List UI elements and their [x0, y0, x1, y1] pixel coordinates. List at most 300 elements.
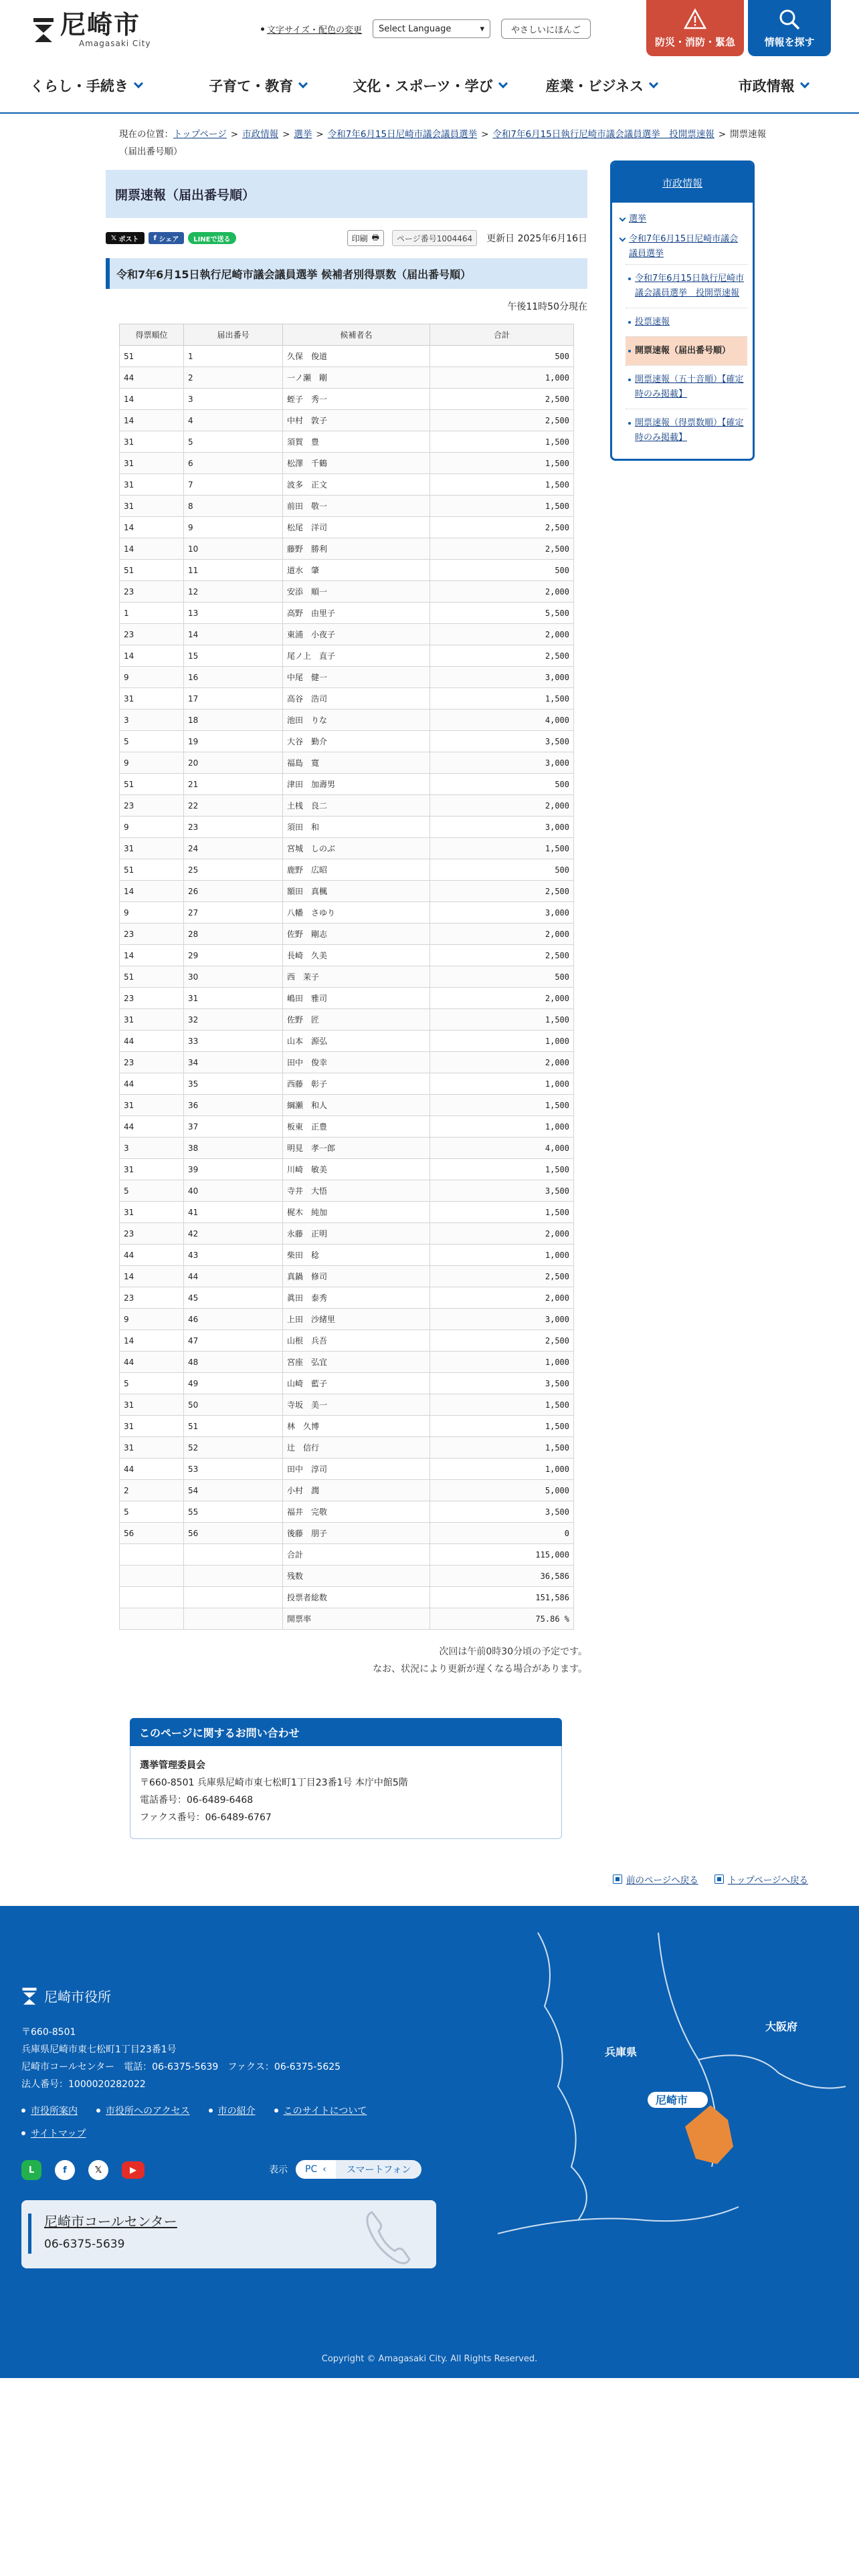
x-icon[interactable]: 𝕏 — [88, 2160, 108, 2180]
update-note: 次回は午前0時30分頃の予定です。 なお、状況により更新が遅くなる場合があります。 — [373, 1646, 587, 1675]
chevron-down-icon — [134, 79, 143, 88]
rank-cell: 23 — [120, 795, 184, 817]
summary-value: 115,000 — [430, 1544, 574, 1566]
number-cell: 22 — [184, 795, 283, 817]
number-cell: 6 — [184, 453, 283, 474]
main-content — [106, 160, 587, 1839]
number-cell: 19 — [184, 731, 283, 752]
candidate-name-cell: 松尾 洋司 — [283, 517, 430, 538]
votes-cell: 1,500 — [430, 1394, 574, 1416]
votes-cell: 1,500 — [430, 1202, 574, 1223]
candidate-name-cell: 真鍋 修司 — [283, 1266, 430, 1287]
table-row — [120, 367, 574, 389]
table-row — [120, 1009, 574, 1031]
rank-cell: 51 — [120, 859, 184, 881]
column-header: 得票順位 — [120, 324, 184, 346]
back-link[interactable]: 前のページへ戻る — [613, 1872, 698, 1886]
site-footer — [0, 1906, 859, 2378]
side-nav-item[interactable]: 選挙 — [617, 209, 747, 229]
summary-label: 合計 — [283, 1544, 430, 1566]
warning-icon — [684, 8, 706, 31]
table-row — [120, 988, 574, 1009]
table-row — [120, 1330, 574, 1352]
candidate-name-cell: 田中 淳司 — [283, 1459, 430, 1480]
rank-cell: 44 — [120, 1459, 184, 1480]
number-cell: 44 — [184, 1266, 283, 1287]
number-cell: 30 — [184, 966, 283, 988]
candidate-name-cell: 上田 沙緒里 — [283, 1309, 430, 1330]
summary-value: 151,586 — [430, 1587, 574, 1608]
table-row — [120, 346, 574, 367]
map-label-osaka: 大阪府 — [765, 2020, 798, 2033]
table-row — [120, 1394, 574, 1416]
number-cell: 38 — [184, 1138, 283, 1159]
votes-cell: 1,500 — [430, 474, 574, 496]
number-cell: 14 — [184, 624, 283, 645]
rank-cell: 14 — [120, 538, 184, 560]
table-row — [120, 453, 574, 474]
rank-cell: 31 — [120, 838, 184, 859]
gnav-item-childcare[interactable]: 子育て・教育 — [172, 59, 344, 112]
votes-cell: 2,000 — [430, 795, 574, 817]
breadcrumb-link[interactable]: 令和7年6月15日執行尼崎市議会議員選挙 投開票速報 — [492, 129, 714, 140]
chevron-down-icon — [298, 79, 308, 88]
breadcrumb-link[interactable]: 令和7年6月15日尼崎市議会議員選挙 — [327, 129, 478, 140]
rank-cell: 5 — [120, 1373, 184, 1394]
rank-cell: 51 — [120, 560, 184, 581]
bullet-icon — [628, 379, 631, 381]
votes-cell: 500 — [430, 966, 574, 988]
number-cell: 13 — [184, 603, 283, 624]
home-icon — [714, 1874, 724, 1884]
city-emblem-icon — [21, 1987, 37, 2006]
candidate-name-cell: 藤野 勝利 — [283, 538, 430, 560]
table-row — [120, 1373, 574, 1394]
gnav-item-business[interactable]: 産業・ビジネス — [515, 59, 687, 112]
number-cell: 25 — [184, 859, 283, 881]
rank-cell: 51 — [120, 346, 184, 367]
callcenter-box[interactable] — [21, 2200, 436, 2268]
number-cell: 37 — [184, 1116, 283, 1138]
table-row — [120, 752, 574, 774]
candidate-name-cell: 鹿野 広昭 — [283, 859, 430, 881]
number-cell: 4 — [184, 410, 283, 431]
votes-cell: 2,500 — [430, 389, 574, 410]
votes-cell: 1,500 — [430, 688, 574, 710]
votes-cell: 2,500 — [430, 517, 574, 538]
table-row — [120, 795, 574, 817]
footer-link[interactable]: 市役所案内 — [21, 2104, 78, 2117]
side-nav-item[interactable]: 開票速報（得票数順）【確定時のみ掲載】 — [626, 409, 747, 452]
number-cell: 12 — [184, 581, 283, 603]
number-cell: 23 — [184, 817, 283, 838]
rank-cell: 14 — [120, 945, 184, 966]
candidate-name-cell: 佐野 匠 — [283, 1009, 430, 1031]
breadcrumb-link[interactable]: 市政情報 — [242, 129, 279, 140]
rank-cell: 44 — [120, 1116, 184, 1138]
rank-cell: 9 — [120, 817, 184, 838]
contact-tel: 電話番号：06-6489-6468 — [140, 1795, 254, 1806]
summary-value: 36,586 — [430, 1566, 574, 1587]
rank-cell: 14 — [120, 881, 184, 902]
table-row — [120, 945, 574, 966]
number-cell: 49 — [184, 1373, 283, 1394]
rank-cell: 14 — [120, 1330, 184, 1352]
chevron-down-icon — [649, 79, 658, 88]
candidate-name-cell: 梶木 純加 — [283, 1202, 430, 1223]
column-header: 合計 — [430, 324, 574, 346]
candidate-name-cell: 宮城 しのぶ — [283, 838, 430, 859]
candidate-name-cell: 佐野 剛志 — [283, 924, 430, 945]
table-row — [120, 496, 574, 517]
candidate-name-cell: 山崎 藍子 — [283, 1373, 430, 1394]
table-row — [120, 1266, 574, 1287]
rank-cell: 44 — [120, 1031, 184, 1052]
gnav-item-culture[interactable]: 文化・スポーツ・学び — [344, 59, 516, 112]
share-line-button[interactable]: LINEで送る — [188, 232, 235, 244]
candidate-name-cell: 山本 源弘 — [283, 1031, 430, 1052]
footer-link[interactable]: サイトマップ — [21, 2127, 86, 2140]
footer-links — [21, 2104, 423, 2140]
candidate-name-cell: 西 茉子 — [283, 966, 430, 988]
number-cell: 28 — [184, 924, 283, 945]
votes-cell: 2,500 — [430, 538, 574, 560]
number-cell: 17 — [184, 688, 283, 710]
candidate-name-cell: 東浦 小夜子 — [283, 624, 430, 645]
table-row — [120, 1202, 574, 1223]
candidate-name-cell: 板東 正豊 — [283, 1116, 430, 1138]
phone-icon — [363, 2206, 416, 2266]
votes-cell: 3,500 — [430, 731, 574, 752]
footer-link[interactable]: 市役所へのアクセス — [96, 2104, 190, 2117]
table-row — [120, 1138, 574, 1159]
side-nav-item: 開票速報（届出番号順） — [626, 336, 747, 365]
page-number: ページ番号1004464 — [392, 230, 477, 246]
rank-cell: 31 — [120, 431, 184, 453]
table-row — [120, 1352, 574, 1373]
rank-cell: 5 — [120, 1501, 184, 1523]
bullet-icon — [261, 27, 264, 31]
rank-cell: 9 — [120, 752, 184, 774]
candidate-name-cell: 永藤 正明 — [283, 1223, 430, 1245]
rank-cell: 5 — [120, 1180, 184, 1202]
side-nav-item[interactable]: 開票速報（五十音順）【確定時のみ掲載】 — [626, 365, 747, 409]
table-row — [120, 1223, 574, 1245]
site-header — [0, 0, 859, 59]
table-row — [120, 731, 574, 752]
breadcrumb-link[interactable]: トップページ — [173, 129, 227, 140]
breadcrumb-link[interactable]: 選挙 — [294, 129, 312, 140]
candidate-name-cell: 波多 正文 — [283, 474, 430, 496]
candidate-name-cell: 土桟 良二 — [283, 795, 430, 817]
candidate-name-cell: 山根 兵吾 — [283, 1330, 430, 1352]
table-row — [120, 1031, 574, 1052]
votes-cell: 2,000 — [430, 624, 574, 645]
callcenter-title[interactable]: 尼崎市コールセンター — [44, 2214, 177, 2230]
rank-cell: 31 — [120, 688, 184, 710]
time-note: 午後11時50分現在 — [507, 302, 587, 312]
number-cell: 32 — [184, 1009, 283, 1031]
number-cell: 27 — [184, 902, 283, 924]
contact-heading: このページに関するお問い合わせ — [130, 1718, 562, 1746]
chevron-down-icon — [498, 79, 508, 88]
table-row — [120, 966, 574, 988]
rank-cell: 31 — [120, 1095, 184, 1116]
table-row — [120, 1052, 574, 1073]
table-row — [120, 1309, 574, 1330]
rank-cell: 51 — [120, 966, 184, 988]
number-cell: 45 — [184, 1287, 283, 1309]
candidate-name-cell: 松澤 千鶴 — [283, 453, 430, 474]
votes-cell: 1,500 — [430, 431, 574, 453]
page-nav — [613, 1872, 808, 1886]
votes-cell: 4,000 — [430, 710, 574, 731]
rank-cell: 23 — [120, 988, 184, 1009]
candidate-name-cell: 高谷 浩司 — [283, 688, 430, 710]
results-body — [120, 346, 574, 1630]
number-cell: 2 — [184, 367, 283, 389]
top-link[interactable]: トップページへ戻る — [714, 1872, 808, 1886]
rank-cell: 44 — [120, 1073, 184, 1095]
summary-label: 投票者総数 — [283, 1587, 430, 1608]
facebook-icon[interactable]: f — [55, 2160, 75, 2180]
rank-cell: 23 — [120, 1287, 184, 1309]
number-cell: 42 — [184, 1223, 283, 1245]
votes-cell: 3,500 — [430, 1180, 574, 1202]
rank-cell: 14 — [120, 645, 184, 667]
footer-logo: 尼崎市役所 — [21, 1986, 111, 2006]
candidate-name-cell: 眞田 泰秀 — [283, 1287, 430, 1309]
table-row — [120, 859, 574, 881]
page-title: 開票速報（届出番号順） — [106, 170, 587, 218]
summary-label: 残数 — [283, 1566, 430, 1587]
candidate-name-cell: 田中 俊幸 — [283, 1052, 430, 1073]
table-row — [120, 560, 574, 581]
rank-cell: 31 — [120, 1394, 184, 1416]
rank-cell: 31 — [120, 1009, 184, 1031]
text-size-color-link[interactable]: 文字サイズ・配色の変更 — [261, 23, 362, 35]
votes-cell: 2,000 — [430, 581, 574, 603]
bullet-icon — [628, 321, 631, 324]
number-cell: 5 — [184, 431, 283, 453]
rank-cell: 3 — [120, 710, 184, 731]
display-pc-button[interactable]: PC ‹ — [296, 2160, 336, 2179]
number-cell: 18 — [184, 710, 283, 731]
page-tools — [106, 230, 587, 246]
rank-cell: 23 — [120, 581, 184, 603]
youtube-icon[interactable]: ▶ — [122, 2161, 145, 2179]
share-facebook-button[interactable]: f シェア — [149, 232, 185, 244]
table-row — [120, 1523, 574, 1544]
rank-cell: 23 — [120, 924, 184, 945]
votes-cell: 500 — [430, 859, 574, 881]
column-header: 届出番号 — [184, 324, 283, 346]
display-toggle — [296, 2160, 421, 2179]
table-row — [120, 1095, 574, 1116]
summary-row — [120, 1608, 574, 1630]
table-row — [120, 410, 574, 431]
candidate-name-cell: 八幡 さゆり — [283, 902, 430, 924]
votes-cell: 2,500 — [430, 645, 574, 667]
summary-row — [120, 1544, 574, 1566]
rank-cell: 23 — [120, 1052, 184, 1073]
side-nav-item[interactable]: 令和7年6月15日尼崎市議会議員選挙 — [617, 229, 747, 264]
chevron-left-icon: ‹ — [322, 2164, 326, 2175]
candidate-name-cell: 蛭子 秀一 — [283, 389, 430, 410]
gnav-item-living[interactable]: くらし・手続き — [0, 59, 172, 112]
table-row — [120, 603, 574, 624]
number-cell: 39 — [184, 1159, 283, 1180]
number-cell: 8 — [184, 496, 283, 517]
side-nav-item[interactable]: 投票速報 — [626, 308, 747, 336]
city-emblem-icon — [32, 17, 55, 43]
votes-cell: 4,000 — [430, 1138, 574, 1159]
candidate-name-cell: 福井 完敬 — [283, 1501, 430, 1523]
rank-cell: 31 — [120, 453, 184, 474]
number-cell: 56 — [184, 1523, 283, 1544]
search-info-button[interactable]: 情報を探す — [748, 0, 831, 56]
rank-cell: 31 — [120, 496, 184, 517]
votes-cell: 2,500 — [430, 945, 574, 966]
side-nav-list — [612, 203, 753, 459]
votes-cell: 5,500 — [430, 603, 574, 624]
line-icon[interactable]: L — [21, 2160, 41, 2180]
number-cell: 3 — [184, 389, 283, 410]
print-button[interactable]: 印刷 🖶 — [347, 230, 384, 246]
updated-date: 更新日 2025年6月16日 — [486, 233, 587, 244]
search-icon — [778, 8, 801, 31]
votes-cell: 1,500 — [430, 1009, 574, 1031]
votes-cell: 1,000 — [430, 1352, 574, 1373]
map-label-hyogo: 兵庫県 — [605, 2046, 638, 2058]
table-row — [120, 645, 574, 667]
candidate-name-cell: 道水 肇 — [283, 560, 430, 581]
table-row — [120, 817, 574, 838]
emergency-button[interactable]: 防災・消防・緊急 — [646, 0, 744, 56]
table-row — [120, 1501, 574, 1523]
votes-cell: 3,500 — [430, 1501, 574, 1523]
votes-cell: 1,500 — [430, 453, 574, 474]
number-cell: 46 — [184, 1309, 283, 1330]
number-cell: 40 — [184, 1180, 283, 1202]
callcenter-tel: 06-6375-5639 — [44, 2238, 125, 2251]
table-row — [120, 1245, 574, 1266]
column-header: 候補者名 — [283, 324, 430, 346]
candidate-name-cell: 林 久博 — [283, 1416, 430, 1437]
votes-cell: 2,000 — [430, 924, 574, 945]
section-heading: 令和7年6月15日執行尼崎市議会議員選挙 候補者別得票数（届出番号順） — [106, 258, 587, 289]
number-cell: 31 — [184, 988, 283, 1009]
candidate-name-cell: 西藤 彰子 — [283, 1073, 430, 1095]
table-row — [120, 688, 574, 710]
content-wrap — [0, 160, 859, 2378]
display-smartphone-button[interactable]: スマートフォン — [346, 2165, 411, 2175]
footer-link[interactable]: このサイトについて — [274, 2104, 367, 2117]
number-cell: 26 — [184, 881, 283, 902]
rank-cell: 1 — [120, 603, 184, 624]
candidate-name-cell: 綱瀬 和人 — [283, 1095, 430, 1116]
contact-box — [130, 1718, 562, 1839]
votes-cell: 3,500 — [430, 1373, 574, 1394]
chevron-down-icon: ▾ — [480, 23, 484, 34]
votes-cell: 2,500 — [430, 410, 574, 431]
rank-cell: 31 — [120, 1159, 184, 1180]
number-cell: 43 — [184, 1245, 283, 1266]
logo-name: 尼崎市 — [60, 10, 141, 39]
site-logo[interactable] — [32, 12, 151, 48]
candidate-name-cell: 小村 潤 — [283, 1480, 430, 1501]
votes-cell: 2,000 — [430, 1052, 574, 1073]
table-row — [120, 624, 574, 645]
rank-cell: 14 — [120, 410, 184, 431]
easy-japanese-button[interactable]: やさしいにほんご — [501, 19, 591, 39]
utility-bar — [261, 19, 591, 39]
rank-cell: 2 — [120, 1480, 184, 1501]
votes-cell: 3,000 — [430, 752, 574, 774]
candidate-name-cell: 高野 由里子 — [283, 603, 430, 624]
table-row — [120, 1480, 574, 1501]
side-nav-box — [610, 160, 755, 461]
candidate-name-cell: 長崎 久美 — [283, 945, 430, 966]
sns-links — [21, 2160, 145, 2180]
votes-cell: 1,500 — [430, 1437, 574, 1459]
candidate-name-cell: 津田 加壽男 — [283, 774, 430, 795]
votes-cell: 1,000 — [430, 367, 574, 389]
votes-cell: 2,500 — [430, 1266, 574, 1287]
side-nav-heading[interactable]: 市政情報 — [612, 163, 753, 203]
table-row — [120, 838, 574, 859]
rank-cell: 9 — [120, 902, 184, 924]
rank-cell: 3 — [120, 1138, 184, 1159]
table-row — [120, 1116, 574, 1138]
table-row — [120, 1459, 574, 1480]
number-cell: 53 — [184, 1459, 283, 1480]
language-select[interactable]: Select Language ▾ — [373, 19, 490, 38]
rank-cell: 14 — [120, 389, 184, 410]
gnav-item-city-info[interactable]: 市政情報 — [687, 59, 859, 112]
global-nav — [0, 59, 859, 114]
table-row — [120, 1437, 574, 1459]
votes-cell: 2,500 — [430, 1330, 574, 1352]
share-x-button[interactable]: 𝕏 ポスト — [106, 232, 145, 244]
map-label-city: 尼崎市 — [656, 2094, 688, 2107]
number-cell: 55 — [184, 1501, 283, 1523]
table-row — [120, 667, 574, 688]
candidate-name-cell: 中村 敦子 — [283, 410, 430, 431]
table-row — [120, 474, 574, 496]
candidate-name-cell: 川崎 敏美 — [283, 1159, 430, 1180]
number-cell: 51 — [184, 1416, 283, 1437]
candidate-name-cell: 大谷 勤介 — [283, 731, 430, 752]
votes-cell: 1,500 — [430, 496, 574, 517]
candidate-name-cell: 安添 順一 — [283, 581, 430, 603]
footer-link[interactable]: 市の紹介 — [209, 2104, 256, 2117]
candidate-name-cell: 宮座 弘宜 — [283, 1352, 430, 1373]
contact-body — [130, 1746, 562, 1839]
votes-cell: 1,000 — [430, 1031, 574, 1052]
votes-cell: 3,000 — [430, 1309, 574, 1330]
votes-cell: 3,000 — [430, 817, 574, 838]
number-cell: 20 — [184, 752, 283, 774]
bullet-icon — [628, 422, 631, 425]
votes-cell: 500 — [430, 774, 574, 795]
table-row — [120, 1416, 574, 1437]
side-nav-item[interactable]: 令和7年6月15日執行尼崎市議会議員選挙 投開票速報 — [626, 264, 747, 308]
table-row — [120, 1073, 574, 1095]
number-cell: 11 — [184, 560, 283, 581]
table-row — [120, 924, 574, 945]
table-row — [120, 581, 574, 603]
